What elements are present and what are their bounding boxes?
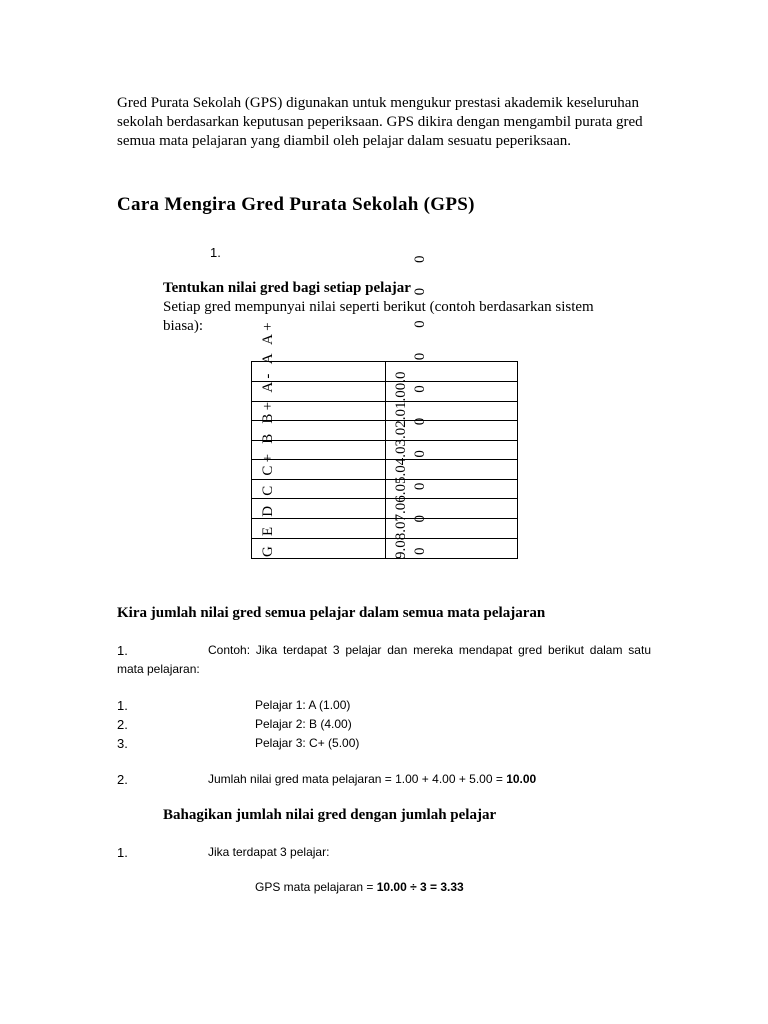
step3-text: Jika terdapat 3 pelajar: xyxy=(208,845,330,859)
table-row-divider xyxy=(252,518,517,519)
student-2-text: Pelajar 2: B (4.00) xyxy=(255,717,352,731)
example-text-line1: Contoh: Jika terdapat 3 pelajar dan mereka mendapat gred berikut dalam satu xyxy=(208,643,651,657)
table-row-divider xyxy=(252,440,517,441)
sum-result: 10.00 xyxy=(506,772,537,786)
step1-number: 1. xyxy=(210,245,221,260)
student-1-number: 1. xyxy=(117,698,128,713)
table-row-divider xyxy=(252,538,517,539)
step1-title: Tentukan nilai gred bagi setiap pelajar xyxy=(163,280,411,296)
step1-description: Setiap gred mempunyai nilai seperti berikut (contoh berdasarkan sistem biasa): xyxy=(163,299,594,334)
grade-labels: G E D C C+ B B+ A- A A+ xyxy=(260,319,276,557)
gps-result: 10.00 ÷ 3 = 3.33 xyxy=(376,880,464,894)
table-row-divider xyxy=(252,420,517,421)
example-text-line2: mata pelajaran: xyxy=(117,662,200,676)
step3-number: 1. xyxy=(117,845,128,860)
table-row-divider xyxy=(252,498,517,499)
table-row-divider xyxy=(252,459,517,460)
page-heading: Cara Mengira Gred Purata Sekolah (GPS) xyxy=(117,194,475,215)
student-2-number: 2. xyxy=(117,717,128,732)
grade-values-line2: 0 0 0 0 0 0 0 0 0 0 xyxy=(412,244,428,555)
student-3-number: 3. xyxy=(117,736,128,751)
sum-number: 2. xyxy=(117,772,128,787)
intro-paragraph: Gred Purata Sekolah (GPS) digunakan untuk mengukur prestasi akademik keseluruhan sekolah berdasarkan keputusan peperiksaan. GPS dikira dengan mengambil purata gred semua mata pelajaran yang diambil oleh pelajar dalam sesuatu peperiksaan. xyxy=(117,95,643,149)
gps-line xyxy=(255,878,464,897)
sum-text: Jumlah nilai gred mata pelajaran = 1.00 + 4.00 + 5.00 = xyxy=(208,772,507,786)
step3-title: Bahagikan jumlah nilai gred dengan jumlah pelajar xyxy=(163,807,497,823)
gps-label: GPS mata pelajaran = xyxy=(255,880,377,894)
example-number: 1. xyxy=(117,643,128,658)
table-row-divider xyxy=(252,479,517,480)
step2-title: Kira jumlah nilai gred semua pelajar dalam semua mata pelajaran xyxy=(117,605,546,621)
student-3-text: Pelajar 3: C+ (5.00) xyxy=(255,736,360,750)
table-row-divider xyxy=(252,401,517,402)
student-1-text: Pelajar 1: A (1.00) xyxy=(255,698,351,712)
grade-values-line1: 9.08.07.06.05.04.03.02.01.00.0 xyxy=(393,371,409,559)
table-column-divider xyxy=(385,362,386,558)
sum-line xyxy=(208,770,536,789)
table-row-divider xyxy=(252,381,517,382)
